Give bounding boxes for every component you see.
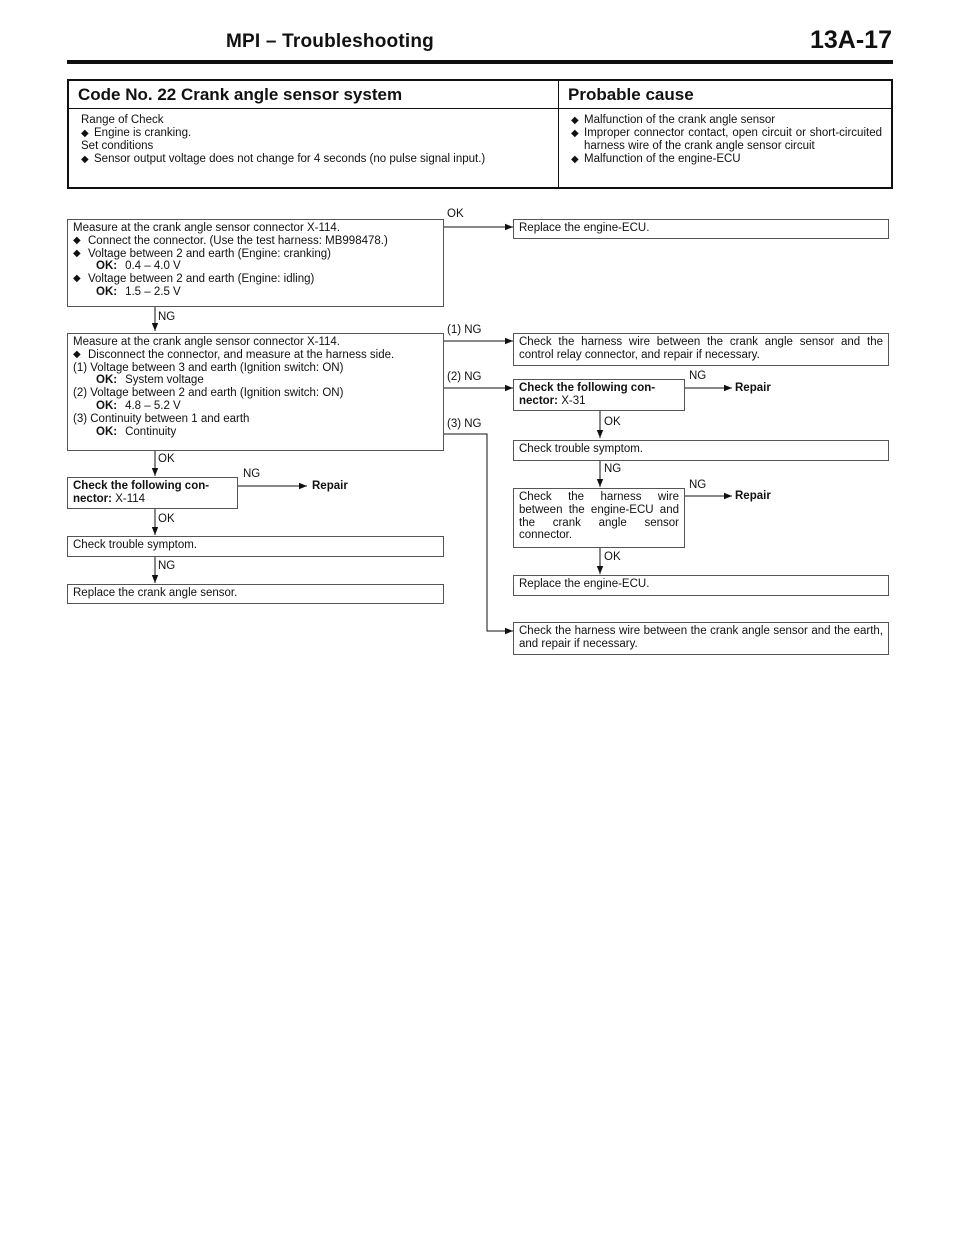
code-header: Code No. 22 Crank angle sensor system bbox=[69, 81, 558, 109]
ng2-replace-box: Replace the engine-ECU. bbox=[513, 575, 889, 596]
x114-ok-label: OK bbox=[158, 513, 175, 525]
bullet-icon: ◆ bbox=[81, 128, 89, 139]
step4-trouble-box: Check trouble symptom. bbox=[67, 536, 444, 557]
range-label: Range of Check bbox=[81, 114, 164, 126]
set-item: ◆ Sensor output voltage does not change for 4 seconds (no pulse signal input.) bbox=[81, 153, 486, 165]
step2-ok-label: OK bbox=[158, 453, 175, 465]
harness-ng-label: NG bbox=[689, 479, 707, 491]
bullet-icon: ◆ bbox=[571, 154, 579, 165]
ng2-harness-box: Check the harness wire between the engine-ECU and the crank angle sensor connector. bbox=[513, 488, 685, 548]
cause-item: ◆ Malfunction of the engine-ECU bbox=[571, 153, 741, 165]
bullet-icon: ◆ bbox=[571, 128, 579, 139]
x31-connector-box: Check the following con-nector: X-31 bbox=[513, 379, 685, 411]
bullet-icon: ◆ bbox=[81, 154, 89, 165]
page-title: MPI – Troubleshooting bbox=[226, 31, 434, 52]
step5-replace-box: Replace the crank angle sensor. bbox=[67, 584, 444, 604]
x31-ng-label: NG bbox=[689, 370, 707, 382]
set-label: Set conditions bbox=[81, 140, 154, 152]
ng3-result: Check the harness wire between the crank angle sensor and the earth, and repair if necessary. bbox=[513, 622, 889, 655]
step1-ok-label: OK bbox=[447, 208, 464, 220]
bullet-icon: ◆ bbox=[73, 234, 81, 246]
x31-ok-label: OK bbox=[604, 416, 621, 428]
bullet-icon: ◆ bbox=[73, 348, 81, 360]
ng3-label: (3) NG bbox=[447, 418, 482, 430]
ng2-trouble-box: Check trouble symptom. bbox=[513, 440, 889, 461]
harness-repair: Repair bbox=[735, 490, 771, 502]
ng1-result: Check the harness wire between the crank angle sensor and the control relay connector, and repair if necessary. bbox=[513, 333, 889, 366]
cause-header: Probable cause bbox=[559, 81, 891, 109]
ng1-label: (1) NG bbox=[447, 324, 482, 336]
ng2-trouble-ng-label: NG bbox=[604, 463, 622, 475]
cause-item: ◆ Malfunction of the crank angle sensor bbox=[571, 114, 776, 126]
step1-ng-label: NG bbox=[158, 311, 176, 323]
ng2-label: (2) NG bbox=[447, 371, 482, 383]
cause-item: ◆ Improper connector contact, open circuit or short-circuited harness wire of the crank angle sensor circuit bbox=[571, 127, 882, 152]
range-item: ◆ Engine is cranking. bbox=[81, 127, 192, 139]
harness-ok-label: OK bbox=[604, 551, 621, 563]
x114-repair: Repair bbox=[312, 480, 348, 492]
x31-repair: Repair bbox=[735, 382, 771, 394]
x114-ng-label: NG bbox=[243, 468, 261, 480]
step4-ng-label: NG bbox=[158, 560, 176, 572]
step1-ok-result: Replace the engine-ECU. bbox=[513, 219, 889, 239]
step2-box: Measure at the crank angle sensor connector X-114. ◆ Disconnect the connector, and measure at the harness side. (1) Voltage between 3 and earth (Ignition switch: ON) OK: System voltage (2) Voltage between 2 and earth (Ignition switch: ON) OK: 4.8 – 5.2 V (3) Continuity between 1 and earth OK: Continuity bbox=[67, 333, 444, 451]
x114-connector-box: Check the following con-nector: X-114 bbox=[67, 477, 238, 509]
section-number: 13A-17 bbox=[810, 26, 892, 54]
arrow-ng3 bbox=[444, 434, 513, 631]
bullet-icon: ◆ bbox=[73, 247, 81, 259]
bullet-icon: ◆ bbox=[571, 115, 579, 126]
bullet-icon: ◆ bbox=[73, 273, 81, 285]
step1-box: Measure at the crank angle sensor connector X-114. ◆ Connect the connector. (Use the test harness: MB998478.) ◆ Voltage between 2 and earth (Engine: cranking) OK: 0.4 – 4.0 V ◆ Voltage between 2 and earth (Engine: idling) OK: 1.5 – 2.5 V bbox=[67, 219, 444, 307]
